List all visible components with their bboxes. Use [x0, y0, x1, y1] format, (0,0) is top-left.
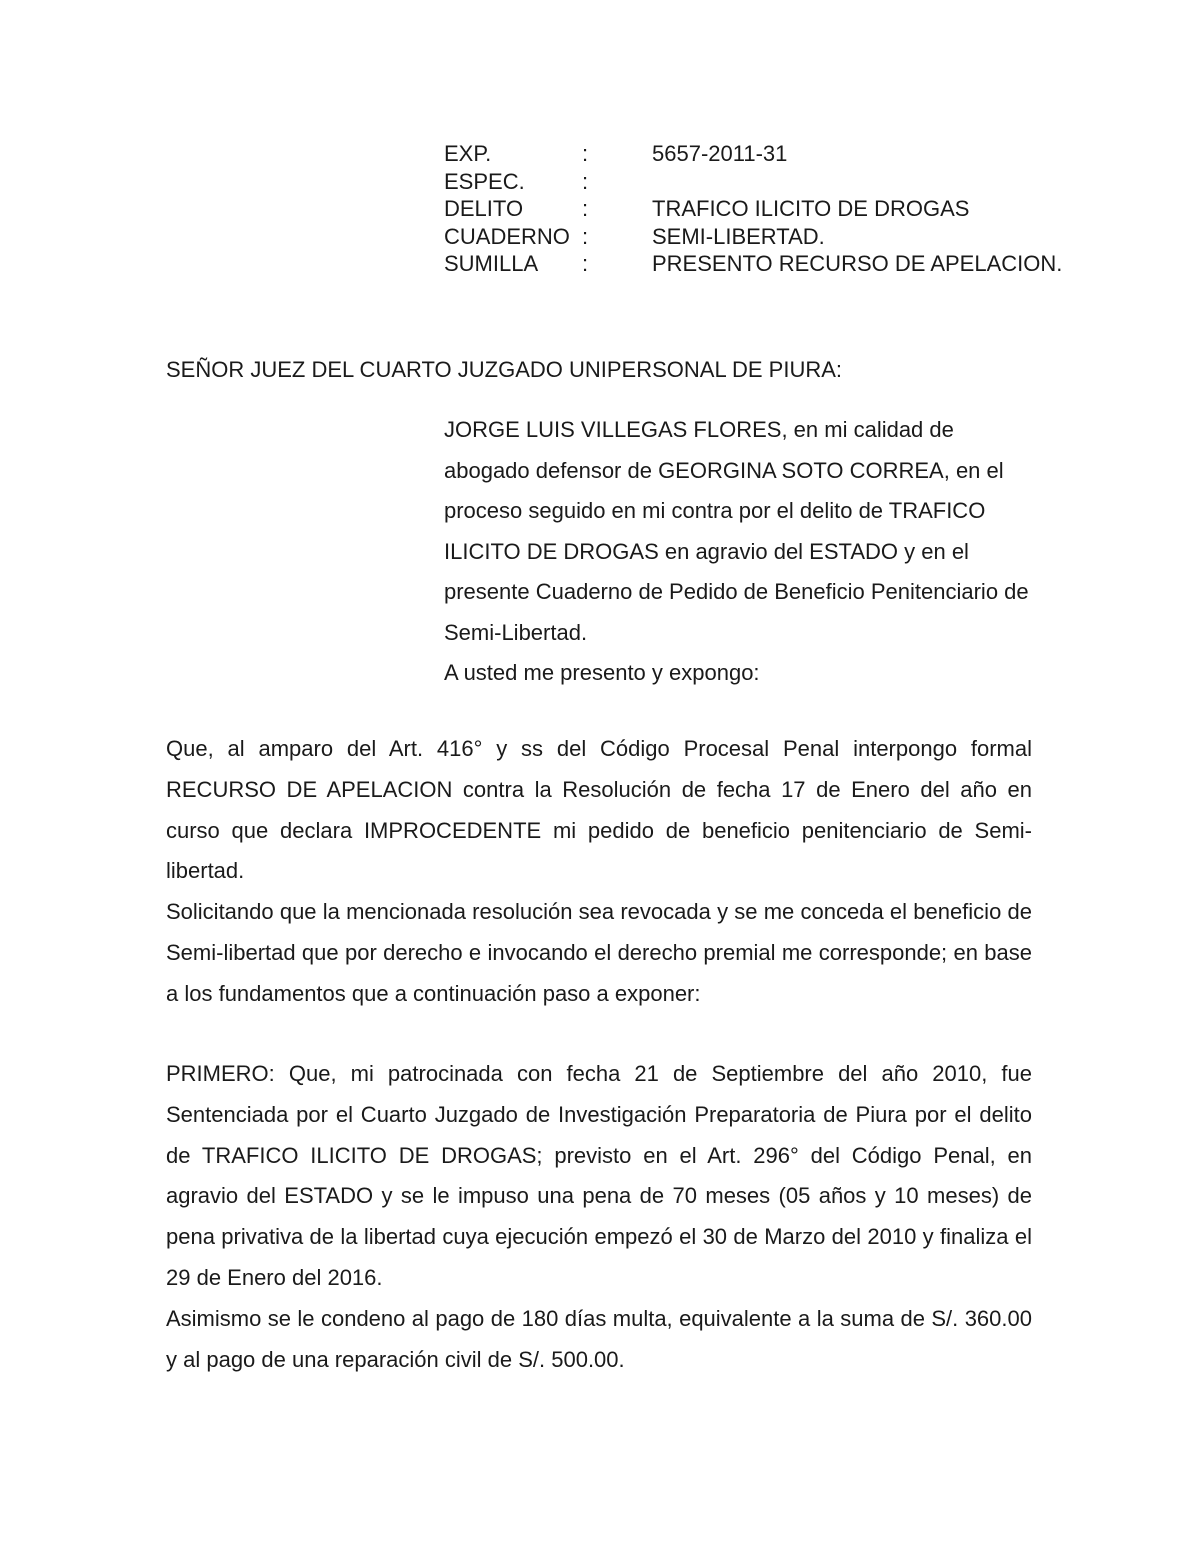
intro-paragraph: JORGE LUIS VILLEGAS FLORES, en mi calidad de abogado defensor de GEORGINA SOTO CORREA, en el proceso seguido en mi contra por el delito de TRAFICO ILICITO DE DROGAS en agravio del ESTADO y en el presente Cuaderno de Pedido de Beneficio Penitenciario de Semi-Libertad.: [444, 417, 1029, 645]
header-row-exp: [444, 140, 1084, 168]
addressee-line: SEÑOR JUEZ DEL CUARTO JUZGADO UNIPERSONAL DE PIURA:: [166, 357, 843, 382]
header-value: [652, 168, 1084, 196]
case-header: [444, 140, 1084, 278]
header-label: ESPEC.: [444, 168, 525, 194]
body-paragraph: Asimismo se le condeno al pago de 180 días multa, equivalente a la suma de S/. 360.00 y al pago de una reparación civil de S/. 500.00.: [166, 1305, 1032, 1372]
body-section-appeal: [166, 729, 1032, 1015]
header-value: SEMI-LIBERTAD.: [652, 223, 825, 249]
header-row-espec: [444, 168, 1084, 196]
header-colon: :: [582, 223, 589, 249]
header-colon: :: [582, 141, 589, 166]
header-label: CUADERNO: [444, 223, 570, 249]
body-section-primero: [166, 1054, 1032, 1380]
intro-closing: A usted me presento y expongo:: [444, 660, 760, 685]
header-row-sumilla: [444, 250, 1084, 278]
header-colon: :: [582, 168, 589, 194]
header-label: EXP.: [444, 141, 492, 166]
header-value: TRAFICO ILICITO DE DROGAS: [652, 196, 970, 221]
body-paragraph: Que, al amparo del Art. 416° y ss del Código Procesal Penal interpongo formal RECURSO DE APELACION contra la Resolución de fecha 17 de Enero del año en curso que declara IMPROCEDENTE mi pedido de beneficio penitenciario de Semi-libertad.: [166, 736, 1032, 884]
header-value: PRESENTO RECURSO DE APELACION.: [652, 251, 1063, 276]
body-paragraph: Solicitando que la mencionada resolución sea revocada y se me conceda el beneficio de Semi-libertad que por derecho e invocando el derecho premial me corresponde; en base a los fundamentos que a continuación paso a exponer:: [166, 899, 1032, 1006]
header-value: 5657-2011-31: [652, 141, 788, 166]
header-label: DELITO: [444, 196, 524, 221]
header-row-delito: [444, 195, 1084, 223]
header-label: SUMILLA: [444, 251, 539, 276]
header-row-cuaderno: [444, 223, 1084, 251]
header-colon: :: [582, 251, 589, 276]
body-paragraph: PRIMERO: Que, mi patrocinada con fecha 21 de Septiembre del año 2010, fue Sentenciada por el Cuarto Juzgado de Investigación Preparatoria de Piura por el delito de TRAFICO ILICITO DE DROGAS; previsto en el Art. 296° del Código Penal, en agravio del ESTADO y se le impuso una pena de 70 meses (05 años y 10 meses) de pena privativa de la libertad cuya ejecución empezó el 30 de Marzo del 2010 y finaliza el 29 de Enero del 2016.: [166, 1061, 1032, 1290]
intro-block: [444, 410, 1032, 694]
header-colon: :: [582, 196, 589, 221]
